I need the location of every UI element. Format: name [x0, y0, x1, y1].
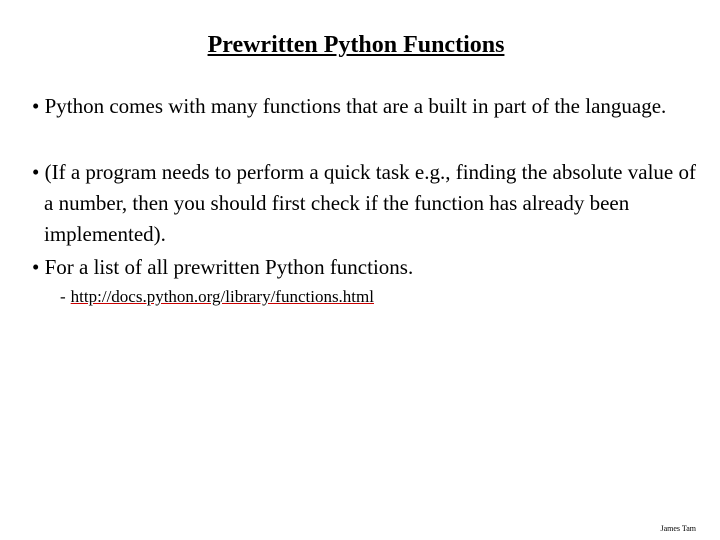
author-footer: James Tam — [660, 524, 696, 533]
sub-bullet-dash: - — [60, 287, 66, 306]
bullet-function-list: • For a list of all prewritten Python functions. — [32, 255, 414, 279]
sub-bullet-link-item — [60, 286, 374, 308]
bullet-builtin-functions: • Python comes with many functions that are a built in part of the language. — [32, 94, 667, 118]
python-functions-link[interactable]: http://docs.python.org/library/functions.html — [70, 287, 374, 306]
bullet-check-implemented: • (If a program needs to perform a quick task e.g., finding the absolute value of a number, then you should first check if the function has already been implemented). — [32, 160, 696, 246]
slide-title: Prewritten Python Functions — [207, 32, 505, 58]
